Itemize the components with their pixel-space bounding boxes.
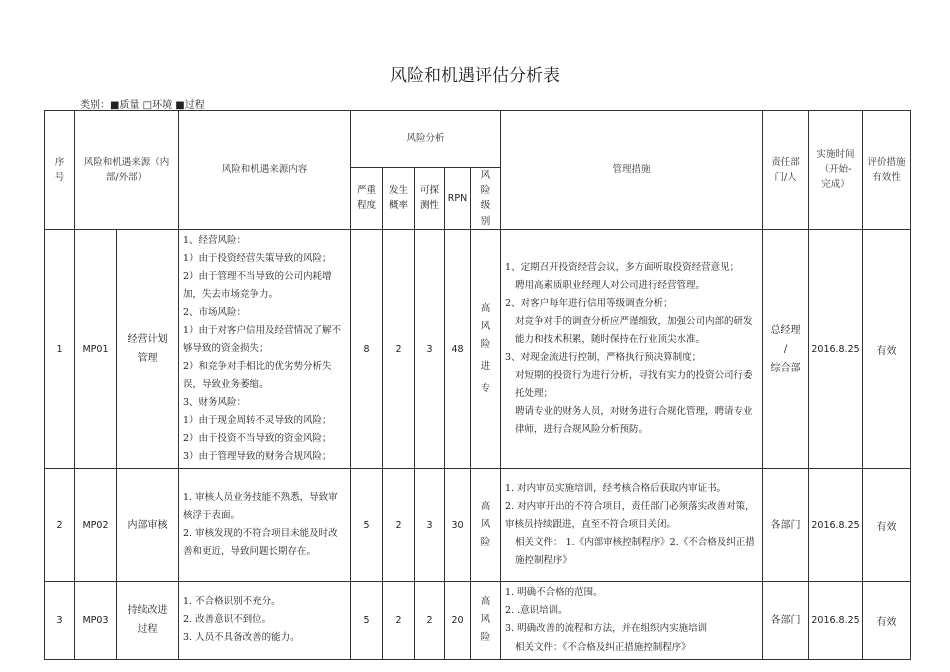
row-source: 内部审核: [117, 469, 179, 582]
content-line: 1）由于投资经营失策导致的风险；: [183, 252, 332, 264]
row-occurrence: 2: [383, 229, 415, 469]
row-level: [471, 469, 501, 582]
row-severity: 8: [351, 229, 383, 469]
row-measures: [501, 469, 763, 582]
row-level: [471, 229, 501, 469]
row-content: [179, 582, 351, 659]
row-source: 持续改进过程: [117, 582, 179, 659]
owner-line: 各部门: [770, 519, 801, 531]
header-source: 风险和机遇来源（内部/外部）: [75, 111, 179, 230]
measure-line: 3. 明确改善的流程和方法，并在组织内实施培训: [505, 623, 708, 635]
row-code: MP02: [75, 469, 117, 582]
row-content: [179, 229, 351, 469]
content-line: 1. 不合格识别不充分。: [183, 596, 281, 608]
measure-line: 2. .意识培训。: [505, 605, 568, 617]
content-line: 1. 审核人员业务技能不熟悉，导致审核浮于表面。: [183, 492, 338, 522]
content-line: 2）由于管理不当导致的公司内耗增加，失去市场竞争力。: [183, 270, 332, 300]
measure-line: 1、定期召开投资经营会议，多方面听取投资经营意见；: [505, 261, 740, 273]
row-code: MP01: [75, 229, 117, 469]
row-severity: 5: [351, 469, 383, 582]
table-row: [45, 469, 911, 582]
row-level: [471, 582, 501, 659]
row-source: 经营计划管理: [117, 229, 179, 469]
row-occurrence: 2: [383, 582, 415, 659]
measure-line: 1. 明确不合格的范围。: [505, 587, 603, 599]
owner-line: /: [783, 343, 788, 355]
row-detectability: 3: [415, 229, 445, 469]
row-rpn: 48: [445, 229, 471, 469]
content-line: 3. 人员不具备改善的能力。: [183, 632, 300, 644]
row-code: MP03: [75, 582, 117, 659]
level-char: 风: [480, 614, 491, 626]
risk-table: [44, 110, 911, 660]
level-char: 风: [480, 519, 491, 531]
content-line: 2）和竞争对手相比的优劣势分析失误，导致业务萎缩。: [183, 361, 332, 391]
row-measures: [501, 582, 763, 659]
header-severity: 严重程度: [351, 168, 383, 230]
content-line: 3）由于管理导致的财务合规风险；: [183, 451, 332, 463]
row-content: [179, 469, 351, 582]
measure-line: 3、对现金流进行控制，严格执行预决算制度；: [505, 352, 702, 364]
header-rpn: RPN: [445, 168, 471, 230]
measure-line: 聘请专业的财务人员，对财务进行合规化管理，聘请专业律师，进行合规风险分析预防。: [515, 406, 753, 436]
row-effectiveness: 有效: [863, 229, 911, 469]
category-line: 类别：■质量 □环境 ■过程: [80, 100, 205, 111]
header-seq: 序号: [45, 111, 75, 230]
measure-line: 2、对客户每年进行信用等级调查分析；: [505, 297, 673, 309]
content-line: 1）由于现金周转不灵导致的风险；: [183, 415, 332, 427]
row-effectiveness: 有效: [863, 469, 911, 582]
content-line: 1）由于对客户信用及经营情况了解不够导致的资金损失；: [183, 324, 342, 355]
row-seq: 2: [45, 469, 75, 582]
content-line: 2. 改善意识不到位。: [183, 614, 272, 626]
row-period: 2016.8.25: [809, 582, 863, 659]
row-effectiveness: 有效: [863, 582, 911, 659]
measure-line: 2. 对内审开出的不符合项目，责任部门必须落实改善对策，审核员持续跟进，直至不符合项目关闭。: [505, 501, 755, 531]
header-level: 风险级别: [471, 168, 501, 230]
content-line: 1、经营风险：: [183, 234, 247, 246]
content-line: 2、市场风险：: [183, 306, 247, 318]
row-owner: [763, 469, 809, 582]
row-detectability: 3: [415, 469, 445, 582]
level-char: 高: [480, 501, 491, 513]
level-char: 高: [480, 302, 491, 314]
content-line: 2. 审核发现的不符合项目未能及时改善和更近，导致问题长期存在。: [183, 528, 338, 558]
measure-line: 1. 对内审员实施培训，经考核合格后获取内审证书。: [505, 483, 727, 495]
measure-line: 对竞争对手的调查分析应严谨细致，加强公司内部的研发能力和技术积累，随时保持在行业顶尖水准。: [515, 315, 753, 345]
table-row: [45, 229, 911, 469]
header-analysis: 风险分析: [351, 111, 501, 168]
measure-line: 聘用高素质职业经理人对公司进行经营管理。: [515, 279, 706, 291]
header-effectiveness: 评价措施有效性: [863, 111, 911, 230]
row-rpn: 20: [445, 582, 471, 659]
row-rpn: 30: [445, 469, 471, 582]
row-measures: [501, 229, 763, 469]
level-char: 高: [480, 596, 491, 608]
row-occurrence: 2: [383, 469, 415, 582]
row-owner: [763, 229, 809, 469]
row-detectability: 2: [415, 582, 445, 659]
header-content: 风险和机遇来源内容: [179, 111, 351, 230]
table-row: [45, 582, 911, 659]
row-seq: 1: [45, 229, 75, 469]
level-char: 风: [480, 320, 491, 332]
measure-line: 相关文件： 1.《内部审核控制程序》2.《不合格及纠正措施控制程序》: [515, 537, 755, 567]
header-occurrence: 发生概率: [383, 168, 415, 230]
content-line: 3、财务风险：: [183, 397, 247, 409]
level-char: 险: [480, 339, 491, 351]
row-period: 2016.8.25: [809, 469, 863, 582]
row-period: 2016.8.25: [809, 229, 863, 469]
page-title: 风险和机遇评估分析表: [390, 66, 560, 86]
level-char: 险: [480, 537, 491, 549]
owner-line: 各部门: [770, 614, 801, 626]
measure-line: 相关文件：《不合格及纠正措施控制程序》: [515, 641, 691, 653]
row-seq: 3: [45, 582, 75, 659]
owner-line: 综合部: [770, 362, 801, 374]
measure-line: 对短期的投资行为进行分析，寻找有实力的投资公司行委托处理；: [515, 370, 753, 400]
level-char: 进: [480, 361, 491, 373]
row-severity: 5: [351, 582, 383, 659]
header-period: 实施时间（开始-完成）: [809, 111, 863, 230]
level-char: 专: [480, 383, 491, 395]
row-owner: [763, 582, 809, 659]
header-detectability: 可探测性: [415, 168, 445, 230]
header-owner: 责任部门/人: [763, 111, 809, 230]
owner-line: 总经理: [770, 324, 801, 336]
content-line: 2）由于投资不当导致的资金风险；: [183, 433, 332, 445]
header-measures: 管理措施: [501, 111, 763, 230]
level-char: 险: [480, 632, 491, 644]
